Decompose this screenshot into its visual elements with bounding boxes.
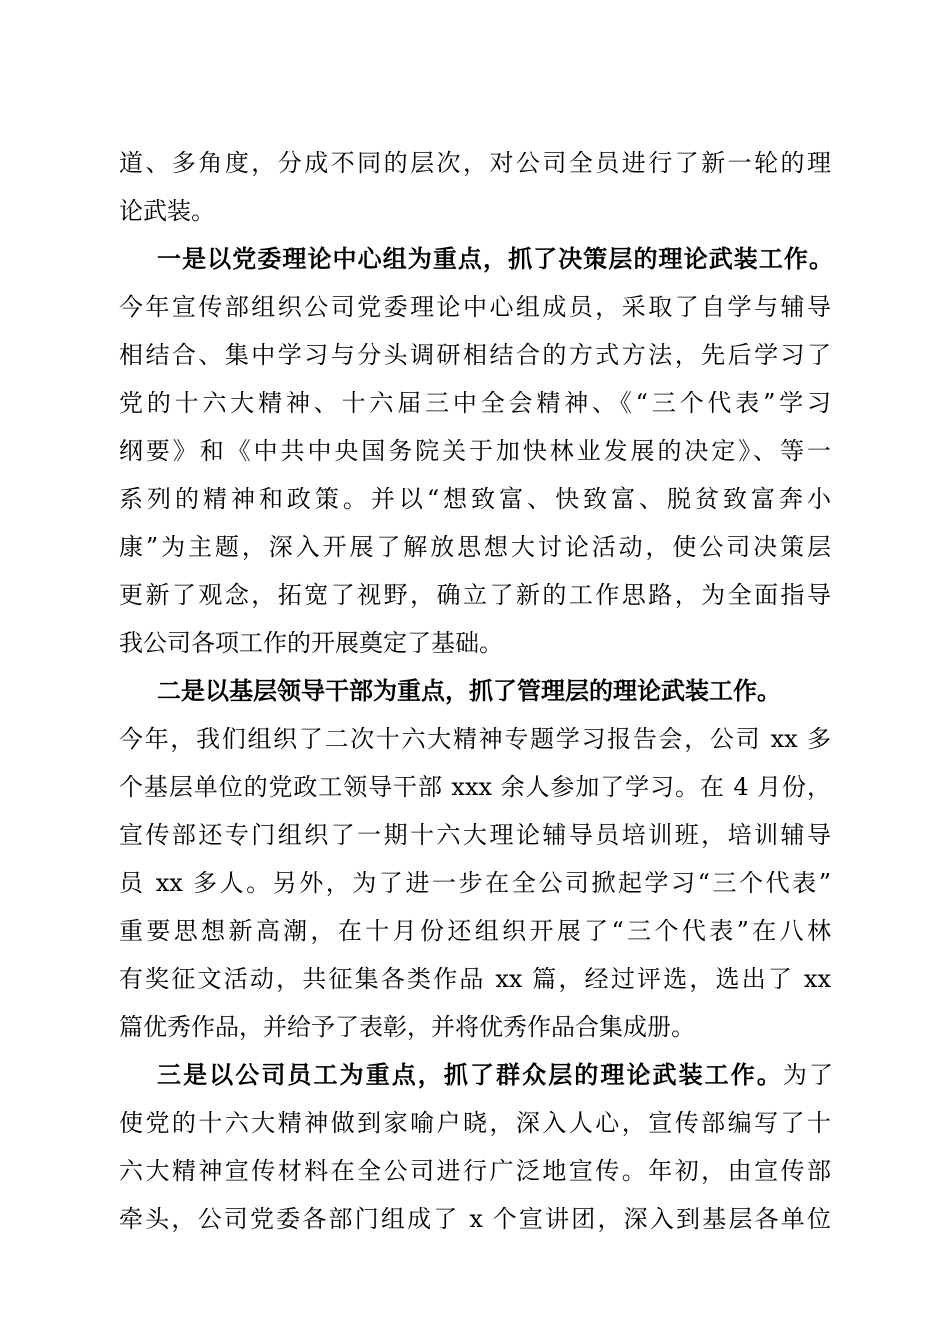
paragraph-line: 重要思想新高潮，在十月份还组织开展了“三个代表”在八林 — [119, 917, 831, 945]
paragraph-line: 康”为主题，深入开展了解放思想大讨论活动，使公司决策层 — [119, 533, 831, 561]
paragraph-line: 我公司各项工作的开展奠定了基础。 — [119, 629, 503, 657]
paragraph-line: 党的十六大精神、十六届三中全会精神、《“三个代表”学习 — [119, 389, 831, 417]
section-heading-decision-layer: 一是以党委理论中心组为重点，抓了决策层的理论武装工作。 — [157, 244, 833, 273]
paragraph-line: 员 xx 多人。另外，为了进一步在全公司掀起学习“三个代表” — [119, 869, 831, 897]
paragraph-line: 使党的十六大精神做到家喻户晓，深入人心，宣传部编写了十 — [119, 1109, 831, 1137]
paragraph-line: 道、多角度，分成不同的层次，对公司全员进行了新一轮的理 — [119, 149, 831, 177]
paragraph-line-mixed — [157, 1059, 833, 1091]
section-heading-management-layer: 二是以基层领导干部为重点，抓了管理层的理论武装工作。 — [157, 676, 781, 705]
section-heading-public-layer: 三是以公司员工为重点，抓了群众层的理论武装工作。 — [157, 1060, 783, 1089]
paragraph-line: 篇优秀作品，并给予了表彰，并将优秀作品合集成册。 — [119, 1013, 695, 1041]
paragraph-line: 个基层单位的党政工领导干部 xxx 余人参加了学习。在 4 月份， — [119, 773, 831, 801]
paragraph-line: 牵头，公司党委各部门组成了 x 个宣讲团，深入到基层各单位 — [119, 1205, 831, 1233]
paragraph-line: 宣传部还专门组织了一期十六大理论辅导员培训班，培训辅导 — [119, 821, 831, 849]
paragraph-line: 论武装。 — [119, 197, 215, 225]
paragraph-line: 更新了观念，拓宽了视野，确立了新的工作思路，为全面指导 — [119, 581, 831, 609]
paragraph-line: 六大精神宣传材料在全公司进行广泛地宣传。年初，由宣传部 — [119, 1157, 831, 1185]
paragraph-text: 为了 — [782, 1061, 834, 1089]
paragraph-line: 相结合、集中学习与分头调研相结合的方式方法，先后学习了 — [119, 341, 831, 369]
paragraph-line: 系列的精神和政策。并以“想致富、快致富、脱贫致富奔小 — [119, 485, 831, 513]
paragraph-line: 今年，我们组织了二次十六大精神专题学习报告会，公司 xx 多 — [119, 725, 831, 753]
paragraph-line: 纲要》和《中共中央国务院关于加快林业发展的决定》、等一 — [119, 437, 831, 465]
paragraph-line: 今年宣传部组织公司党委理论中心组成员，采取了自学与辅导 — [119, 293, 831, 321]
paragraph-line: 有奖征文活动，共征集各类作品 xx 篇，经过评选，选出了 xx — [119, 965, 831, 993]
